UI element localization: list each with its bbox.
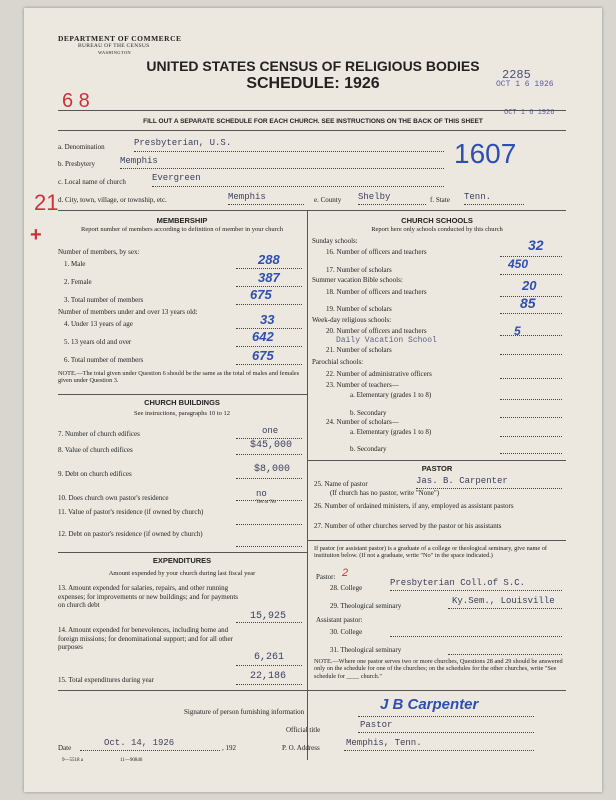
salaries-value: 15,925 <box>250 611 287 622</box>
county-value: Shelby <box>358 192 391 202</box>
state-value: Tenn. <box>464 192 492 202</box>
q30-label: 30. College <box>330 628 363 636</box>
date-label: Date <box>58 744 72 752</box>
q17-label: 17. Number of scholars <box>326 266 392 274</box>
q27-label: 27. Number of other churches served by the pastor or his assistants <box>314 522 502 530</box>
female-label: 2. Female <box>64 278 92 286</box>
total-members-value: 675 <box>250 287 272 302</box>
q16-value: 32 <box>528 237 544 253</box>
q29-label: 29. Theological seminary <box>330 602 402 610</box>
handwritten-number-1607: 1607 <box>454 138 517 169</box>
handwritten-2: 2 <box>342 567 349 579</box>
po-address-label: P. O. Address <box>282 744 320 752</box>
signature-value: J B Carpenter <box>380 696 479 713</box>
q18-value: 20 <box>522 278 537 293</box>
denomination-label: a. Denomination <box>58 143 105 151</box>
q31-label: 31. Theological seminary <box>330 646 402 654</box>
date-year-suffix: , 192 <box>222 744 236 752</box>
benevolences-value: 6,261 <box>254 652 285 663</box>
edifices-value: $45,000 <box>250 440 293 451</box>
instruction-line: FILL OUT A SEPARATE SCHEDULE FOR EACH CHURCH. SEE INSTRUCTIONS ON THE BACK OF THIS SHEET <box>143 118 483 125</box>
local-name-label: c. Local name of church <box>58 178 126 186</box>
form-code-right: 11—90846 <box>120 758 143 763</box>
benevolences-label: 14. Amount expended for benevolences, including home and foreign missions; for denominational support; and for all other purposes <box>58 626 233 652</box>
q25-hint: (If church has no pastor, write "None") <box>330 489 440 497</box>
residence-value: no <box>256 489 267 499</box>
q23b-label: b. Secondary <box>350 409 387 417</box>
date-value: Oct. 14, 1926 <box>104 738 175 748</box>
seminary-value: Ky.Sem., Louisville <box>452 596 555 606</box>
assistant-pastor-label: Assistant pastor: <box>316 616 363 624</box>
parochial-schools-label: Parochial schools: <box>312 358 364 366</box>
form-code-left: 9—5518 a <box>62 758 83 763</box>
church-buildings-heading: CHURCH BUILDINGS <box>144 398 220 407</box>
salaries-label: 13. Amount expended for salaries, repairs, and other running expenses; for improvements or new buildings; and for payments on church debt <box>58 584 239 610</box>
age-label: Number of members under and over 13 years old: <box>58 308 198 316</box>
q26-label: 26. Number of ordained ministers, if any, employed as assistant pastors <box>314 502 514 510</box>
under-13-label: 4. Under 13 years of age <box>64 320 133 328</box>
q19-label: 19. Number of scholars <box>326 305 392 313</box>
q22-label: 22. Number of administrative officers <box>326 370 432 378</box>
red-cross-mark: + <box>30 224 42 246</box>
city-label: d. City, town, village, or township, etc. <box>58 196 167 204</box>
residence-label: 10. Does church own pastor's residence <box>58 494 169 502</box>
total-expenditures-value: 22,186 <box>250 671 287 682</box>
q24-label: 24. Number of scholars— <box>326 418 399 426</box>
over-13-value: 642 <box>252 329 274 344</box>
membership-heading: MEMBERSHIP <box>156 216 208 225</box>
q24b-label: b. Secondary <box>350 445 387 453</box>
residence-debt-label: 12. Debt on pastor's residence (if owned by church) <box>58 530 203 538</box>
college-value: Presbyterian Coll.of S.C. <box>390 578 526 588</box>
form-schedule-year: SCHEDULE: 1926 <box>246 75 380 92</box>
summer-schools-label: Summer vacation Bible schools: <box>312 276 403 284</box>
church-schools-heading: CHURCH SCHOOLS <box>401 216 473 225</box>
pastor-note: NOTE.—Where one pastor serves two or more churches, Questions 28 and 29 should be answered only on the schedule for one of the churches; on the schedules for the other churches, write "See schedule for ____ church." <box>314 658 563 680</box>
location-title: WASHINGTON <box>98 50 131 55</box>
q18-label: 18. Number of officers and teachers <box>326 288 427 296</box>
total-members-6-label: 6. Total number of members <box>64 356 144 364</box>
department-title: DEPARTMENT OF COMMERCE <box>58 34 182 43</box>
form-title: UNITED STATES CENSUS OF RELIGIOUS BODIES <box>146 58 480 74</box>
church-schools-subheading: Report here only schools conducted by this church <box>371 226 503 233</box>
state-label: f. State <box>430 196 450 204</box>
q16-label: 16. Number of officers and teachers <box>326 248 427 256</box>
official-title-value: Pastor <box>360 720 393 730</box>
total-expenditures-label: 15. Total expenditures during year <box>58 676 154 684</box>
stamp-number: 2285 <box>502 68 531 82</box>
pastor-heading: PASTOR <box>421 464 453 473</box>
male-label: 1. Male <box>64 260 86 268</box>
edifices-count-label: 7. Number of church edifices <box>58 430 140 438</box>
q20-value: 5 <box>514 324 521 338</box>
total-members-label: 3. Total number of members <box>64 296 144 304</box>
local-name-value: Evergreen <box>152 173 201 183</box>
female-value: 387 <box>258 270 280 285</box>
expenditures-subheading: Amount expended by your church during last fiscal year <box>108 570 256 577</box>
membership-note: NOTE.—The total given under Question 6 should be the same as the total of males and females given under Question 3. <box>58 370 300 385</box>
graduate-instruction: If pastor (or assistant pastor) is a graduate of a college or theological seminary, give name of institution below. (If not a graduate, write "No" in the space indicated.) <box>314 545 548 560</box>
bureau-title: BUREAU OF THE CENSUS <box>78 43 150 49</box>
signature-label: Signature of person furnishing information <box>184 708 305 716</box>
q23a-label: a. Elementary (grades 1 to 8) <box>350 391 432 399</box>
edifices-value-label: 8. Value of church edifices <box>58 446 133 454</box>
denomination-value: Presbyterian, U.S. <box>134 138 232 148</box>
under-13-value: 33 <box>260 312 275 327</box>
debt-edifices-value: $8,000 <box>254 464 291 475</box>
q20-label: 20. Number of officers and teachers <box>326 327 427 335</box>
q21-label: 21. Number of scholars <box>326 346 392 354</box>
typed-overlay-text: Daily Vacation School <box>336 336 437 345</box>
edifices-count-value: one <box>262 426 279 436</box>
po-address-value: Memphis, Tenn. <box>346 738 422 748</box>
q28-label: 28. College <box>330 584 363 592</box>
presbytery-label: b. Presbytery <box>58 160 95 168</box>
official-title-label: Official title <box>286 726 321 734</box>
total-members-6-value: 675 <box>252 348 274 363</box>
q25-label: 25. Name of pastor <box>314 480 368 488</box>
expenditures-heading: EXPENDITURES <box>152 556 212 565</box>
male-value: 288 <box>258 252 280 267</box>
q17-value: 450 <box>508 257 529 271</box>
yes-no-hint: Yes or No <box>256 500 277 505</box>
received-stamp-2: OCT 1 6 1926 <box>504 109 555 117</box>
pastor-label: Pastor: <box>316 573 336 581</box>
pastor-name-value: Jas. B. Carpenter <box>416 476 508 486</box>
membership-subheading: Report number of members according to definition of member in your church <box>81 226 283 233</box>
sunday-schools-label: Sunday schools: <box>312 237 358 245</box>
residence-value-label: 11. Value of pastor's residence (if owned by church) <box>58 508 204 516</box>
handwritten-mark-left: 21 <box>34 190 59 215</box>
membership-sex-label: Number of members, by sex: <box>58 248 140 256</box>
county-label: e. County <box>314 196 342 204</box>
over-13-label: 5. 13 years old and over <box>64 338 132 346</box>
weekday-schools-label: Week-day religious schools: <box>312 316 392 324</box>
q23-label: 23. Number of teachers— <box>326 381 399 389</box>
received-stamp-1: OCT 1 6 1926 <box>496 80 554 89</box>
church-buildings-subheading: See instructions, paragraphs 10 to 12 <box>133 410 231 417</box>
debt-edifices-label: 9. Debt on church edifices <box>58 470 132 478</box>
census-schedule-sheet <box>24 8 602 792</box>
presbytery-value: Memphis <box>120 156 158 166</box>
city-value: Memphis <box>228 192 266 202</box>
q24a-label: a. Elementary (grades 1 to 8) <box>350 428 432 436</box>
q19-value: 85 <box>520 295 536 311</box>
handwritten-number-68: 6 8 <box>62 90 90 112</box>
